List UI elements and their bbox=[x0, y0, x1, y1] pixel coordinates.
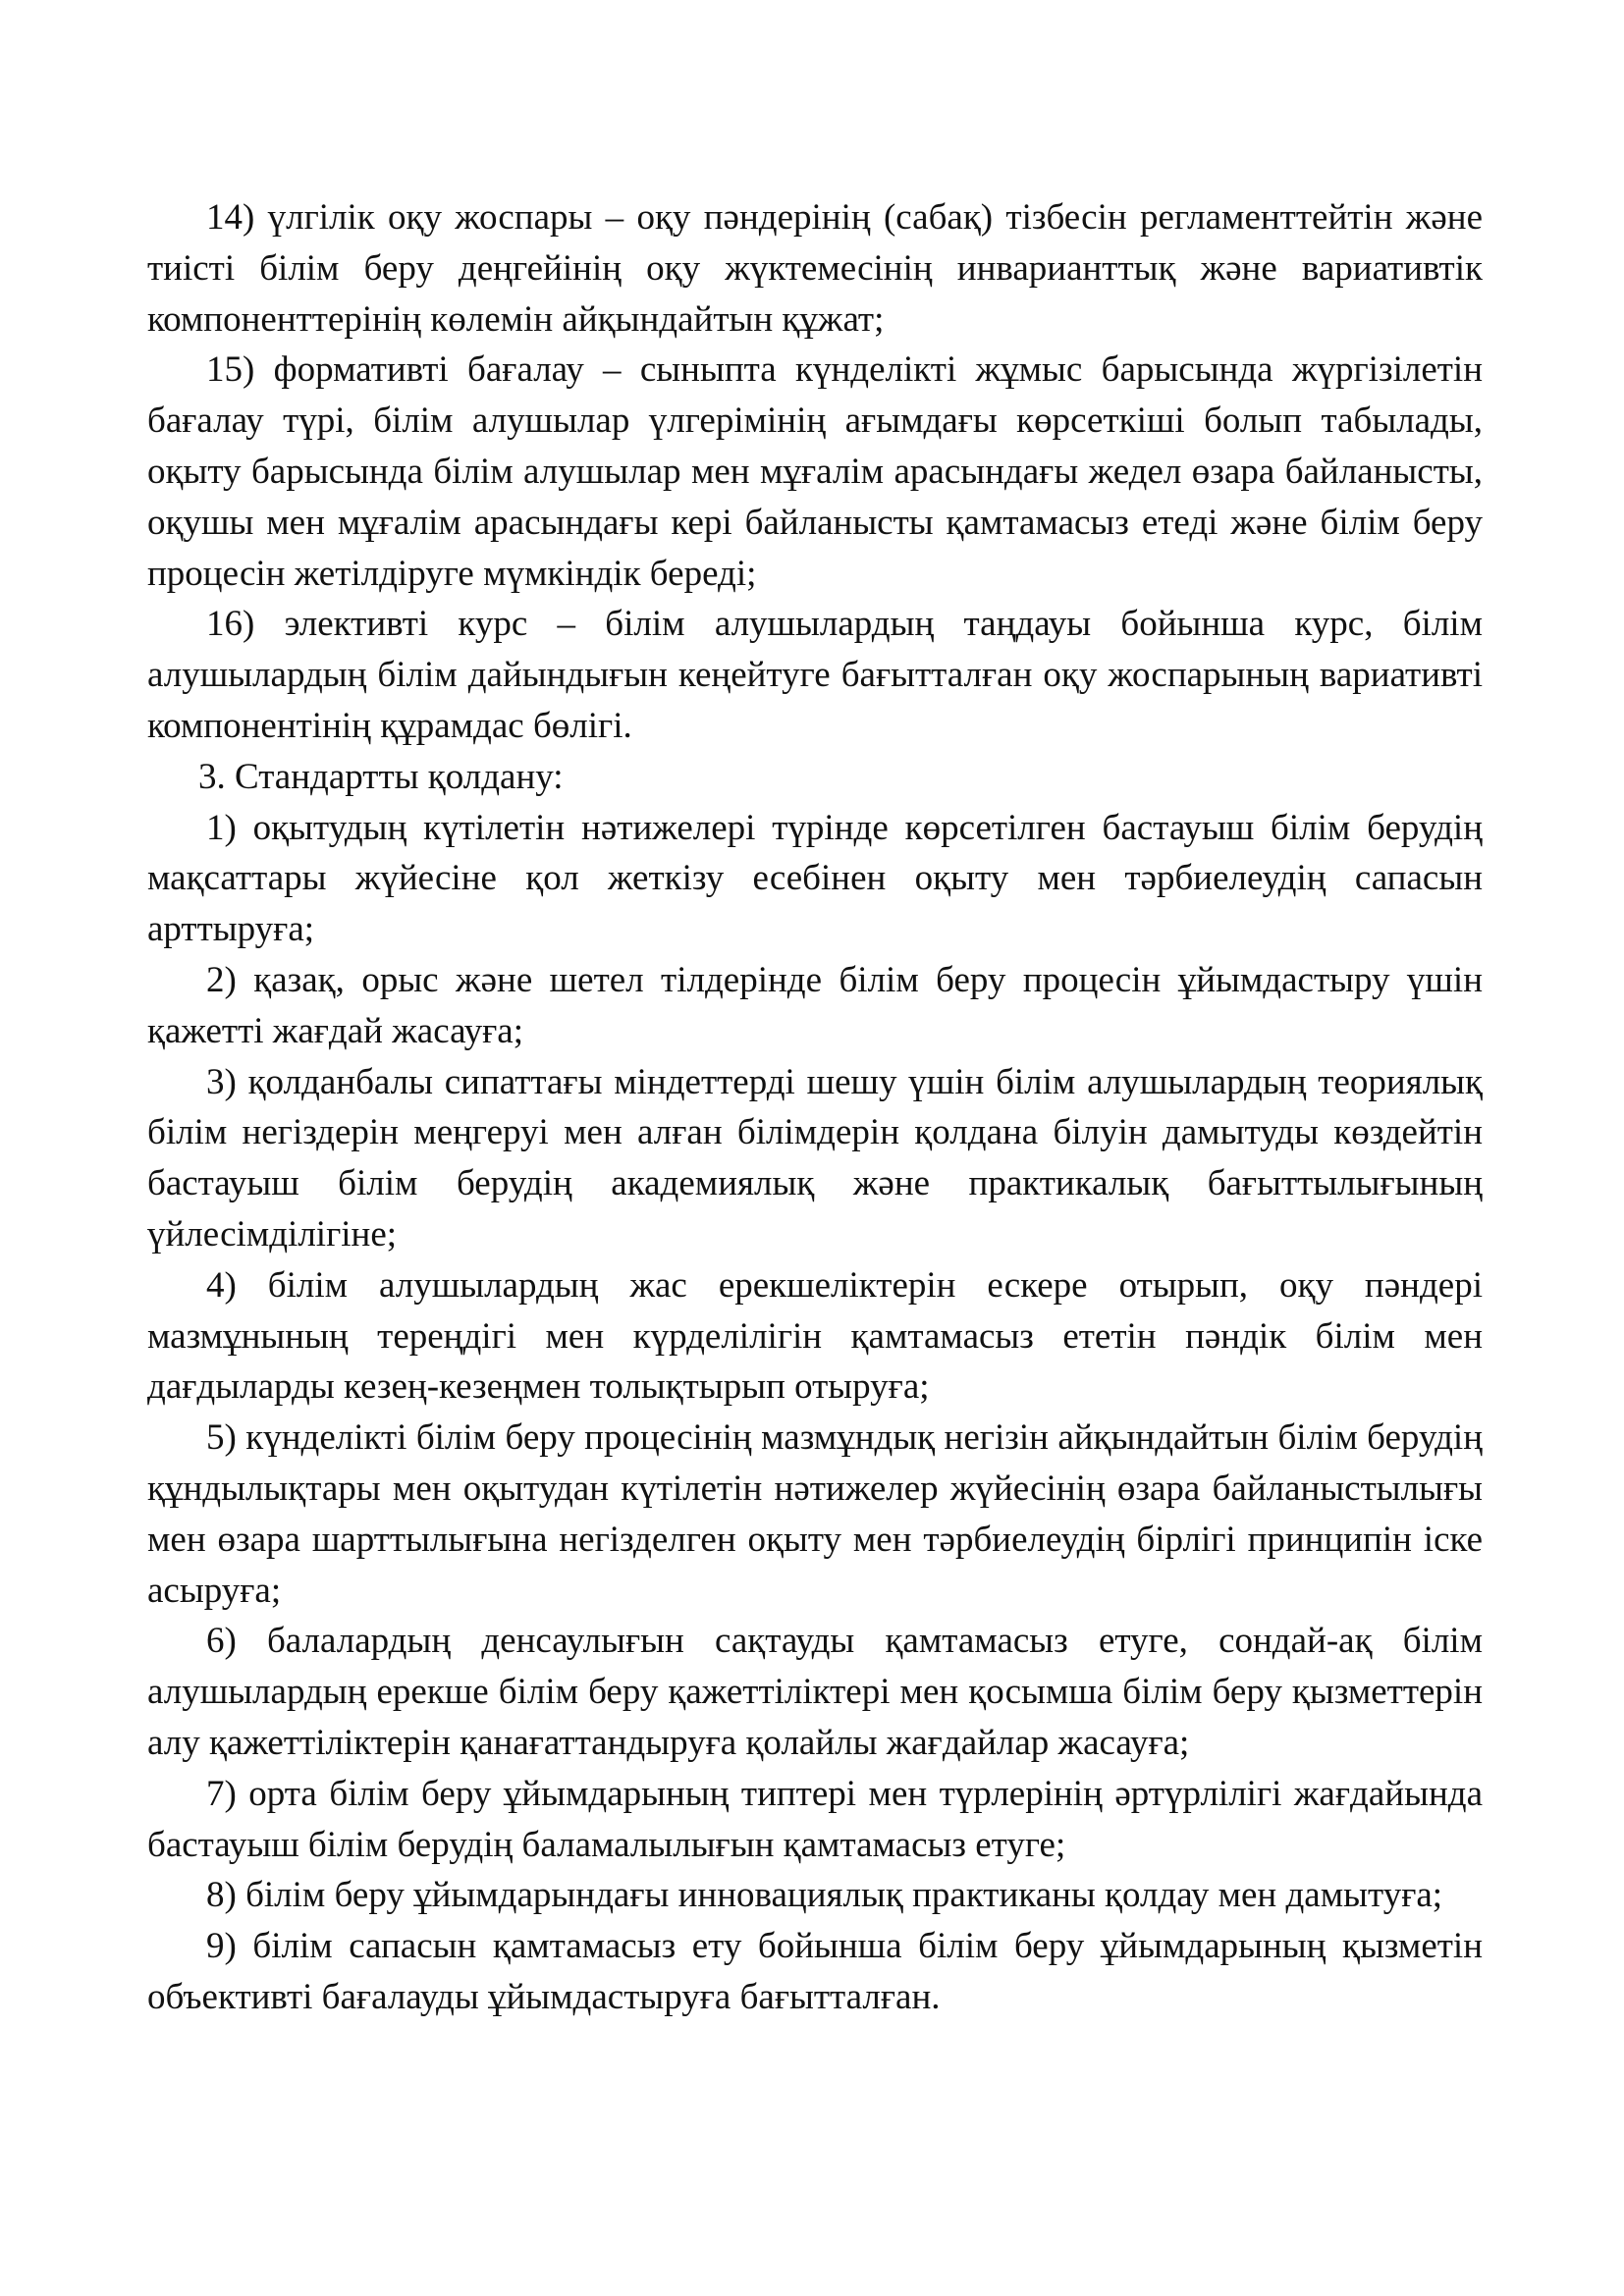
paragraph-item-3: 3) қолданбалы сипаттағы міндеттерді шешу үшін білім алушылардың теориялық білім негіздерін меңгеруі мен алған білімдерін қолдана білуін дамытуды көздейтін бастауыш білім берудің академиялық және практикалық бағыттылығының үйлесімділігіне; bbox=[147, 1061, 1483, 1255]
document-body bbox=[147, 192, 1483, 2023]
paragraph-item-8: 8) білім беру ұйымдарындағы инновациялық практиканы қолдау мен дамытуға; bbox=[206, 1875, 1443, 1916]
paragraph-item-16: 16) элективті курс – білім алушылардың таңдауы бойынша курс, білім алушылардың білім дайындығын кеңейтуге бағытталған оқу жоспарының вариативті компонентінің құрамдас бөлігі. bbox=[147, 604, 1483, 746]
paragraph-item-6: 6) балалардың денсаулығын сақтауды қамтамасыз етуге, сондай-ақ білім алушылардың ерекше білім беру қажеттіліктері мен қосымша білім беру қызметтерін алу қажеттіліктерін қанағаттандыруға қолайлы жағдайлар жасауға; bbox=[147, 1621, 1483, 1763]
paragraph-item-5: 5) күнделікті білім беру процесінің мазмұндық негізін айқындайтын білім берудің құндылықтары мен оқытудан күтілетін нәтижелер жүйесінің өзара байланыстылығы мен өзара шарттылығына негізделген оқыту мен тәрбиелеудің бірлігі принципін іске асыруға; bbox=[147, 1417, 1483, 1611]
paragraph-item-4: 4) білім алушылардың жас ерекшеліктерін ескере отырып, оқу пәндері мазмұнының тереңдігі мен күрделілігін қамтамасыз ететін пәндік білім мен дағдыларды кезең-кезеңмен толықтырып отыруға; bbox=[147, 1264, 1483, 1408]
paragraph-item-14: 14) үлгілік оқу жоспары – оқу пәндерінің (сабақ) тізбесін регламенттейтін және тиісті білім беру деңгейінің оқу жүктемесінің инварианттық және вариативтік компоненттерінің көлемін айқындайтын құжат; bbox=[147, 197, 1483, 340]
section-heading: 3. Стандартты қолдану: bbox=[198, 756, 564, 797]
paragraph-item-2: 2) қазақ, орыс және шетел тілдерінде білім беру процесін ұйымдастыру үшін қажетті жағдай жасауға; bbox=[147, 959, 1483, 1051]
paragraph-item-9: 9) білім сапасын қамтамасыз ету бойынша білім беру ұйымдарының қызметін объективті бағалауды ұйымдастыруға бағытталған. bbox=[147, 1926, 1483, 2017]
paragraph-item-1: 1) оқытудың күтілетін нәтижелері түрінде көрсетілген бастауыш білім берудің мақсаттары жүйесіне қол жеткізу есебінен оқыту мен тәрбиелеудің сапасын арттыруға; bbox=[147, 807, 1483, 950]
paragraph-item-7: 7) орта білім беру ұйымдарының типтері мен түрлерінің әртүрлілігі жағдайында бастауыш білім берудің баламалылығын қамтамасыз етуге; bbox=[147, 1773, 1483, 1865]
paragraph-item-15: 15) формативті бағалау – сыныпта күнделікті жұмыс барысында жүргізілетін бағалау түрі, білім алушылар үлгерімінің ағымдағы көрсеткіші болып табылады, оқыту барысында білім алушылар мен мұғалім арасындағы жедел өзара байланысты, оқушы мен мұғалім арасындағы кері байланысты қамтамасыз етеді және білім беру процесін жетілдіруге мүмкіндік береді; bbox=[147, 349, 1483, 594]
